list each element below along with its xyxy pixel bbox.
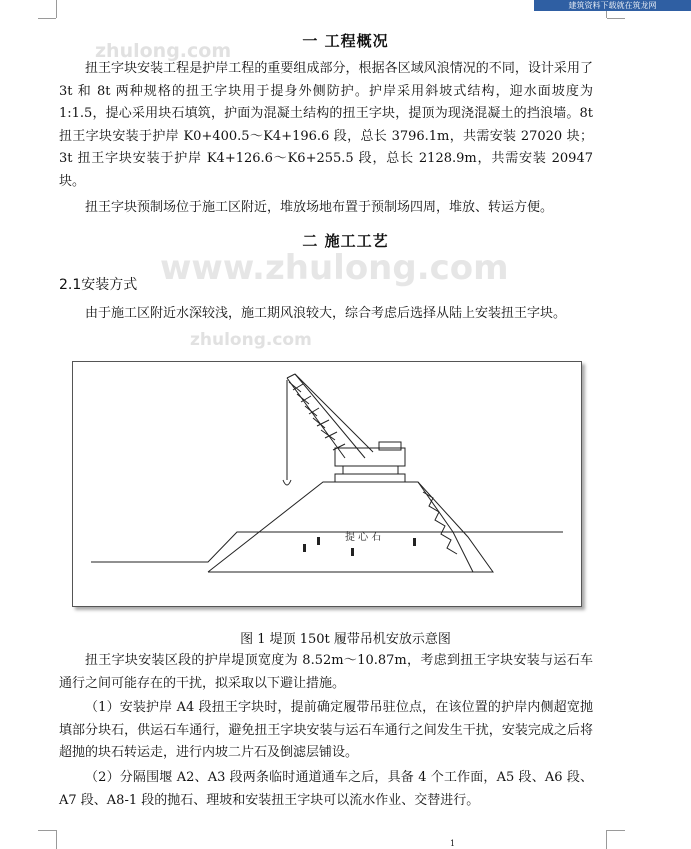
body-paragraph: 由于施工区附近水深较浅，施工期风浪较大，综合考虑后选择从陆上安装扭王字块。 <box>85 306 567 321</box>
body-paragraph: 扭王字块安装工程是护岸工程的重要组成部分，根据各区域风浪情况的不同，设计采用了 3t 和 8t 两种规格的扭王字块用于提身外侧防护。护岸采用斜坡式结构，迎水面坡度为 1:1.5，提心采用块石填筑，护面为混凝土结构的扭王字块，提顶为现浇混凝土的挡浪墙。8t 扭王字块安装于护岸 K0+400.5～K4+196.6 段，总长 3796.1m，共需安装 27020 块；3t 扭王字块安装于护岸 K4+126.6～K6+255.5 段，总长 2128.9m，共需安装 20947 块。 <box>59 61 593 189</box>
figure-label: 提 心 石 <box>345 532 382 543</box>
body-paragraph: （1）安装护岸 A4 段扭王字块时，提前确定履带吊驻位点，在该位置的护岸内侧超宽抛填部分块石，供运石车通行，避免扭王字块安装与运石车通行之间发生干扰，安装完成之后将超抛的块石转运走，进行内坡二片石及倒滤层铺设。 <box>59 700 593 760</box>
crop-mark <box>607 830 625 831</box>
body-paragraph: 扭王字块预制场位于施工区附近，堆放场地布置于预制场四周，堆放、转运方便。 <box>85 200 554 215</box>
crop-mark <box>56 0 57 18</box>
crane-cab <box>379 442 401 450</box>
figure-caption: 图 1 堤顶 150t 履带吊机安放示意图 <box>240 632 451 647</box>
crane-diagram-drawing <box>73 362 581 606</box>
pendant-line <box>295 374 373 452</box>
pylon-marker <box>317 537 320 545</box>
crane-boom <box>287 378 345 458</box>
armor-blocks <box>423 492 457 554</box>
crane-track <box>343 466 398 474</box>
embankment-inner-slope <box>418 482 473 572</box>
page-number: 1 <box>450 839 456 848</box>
subsection-title: 2.1安装方式 <box>59 277 138 293</box>
boom-lattice <box>287 374 345 450</box>
site-banner[interactable]: 建筑资料下载就在筑龙网 <box>534 0 691 11</box>
crop-mark <box>606 830 607 849</box>
crop-mark <box>607 18 625 19</box>
crop-mark <box>38 830 56 831</box>
crane-track <box>335 474 405 482</box>
section-title: 二 施工工艺 <box>302 232 389 250</box>
pylon-marker <box>351 548 354 556</box>
pylon-marker <box>413 538 416 546</box>
embankment-outline <box>208 482 493 572</box>
crop-mark <box>38 18 56 19</box>
body-paragraph: 扭王字块安装区段的护岸堤顶宽度为 8.52m～10.87m，考虑到扭王字块安装与运石车通行之间可能存在的干扰，拟采取以下避让措施。 <box>59 653 593 691</box>
section-title: 一 工程概况 <box>302 32 389 50</box>
watermark: www.zhulong.com <box>160 248 509 288</box>
ground-line <box>91 532 563 562</box>
crop-mark <box>56 830 57 849</box>
crane-body <box>335 448 405 466</box>
body-paragraph: （2）分隔围堰 A2、A3 段两条临时通道通车之后，具备 4 个工作面，A5 段、A6 段、A7 段、A8-1 段的抛石、理坡和安装扭王字块可以流水作业、交替进行。 <box>59 770 593 808</box>
watermark: zhulong.com <box>95 40 232 62</box>
pylon-marker <box>303 544 306 552</box>
crane-diagram <box>72 361 582 607</box>
watermark: zhulong.com <box>190 330 312 350</box>
crane-boom <box>295 374 365 458</box>
crane-hook <box>283 480 291 485</box>
